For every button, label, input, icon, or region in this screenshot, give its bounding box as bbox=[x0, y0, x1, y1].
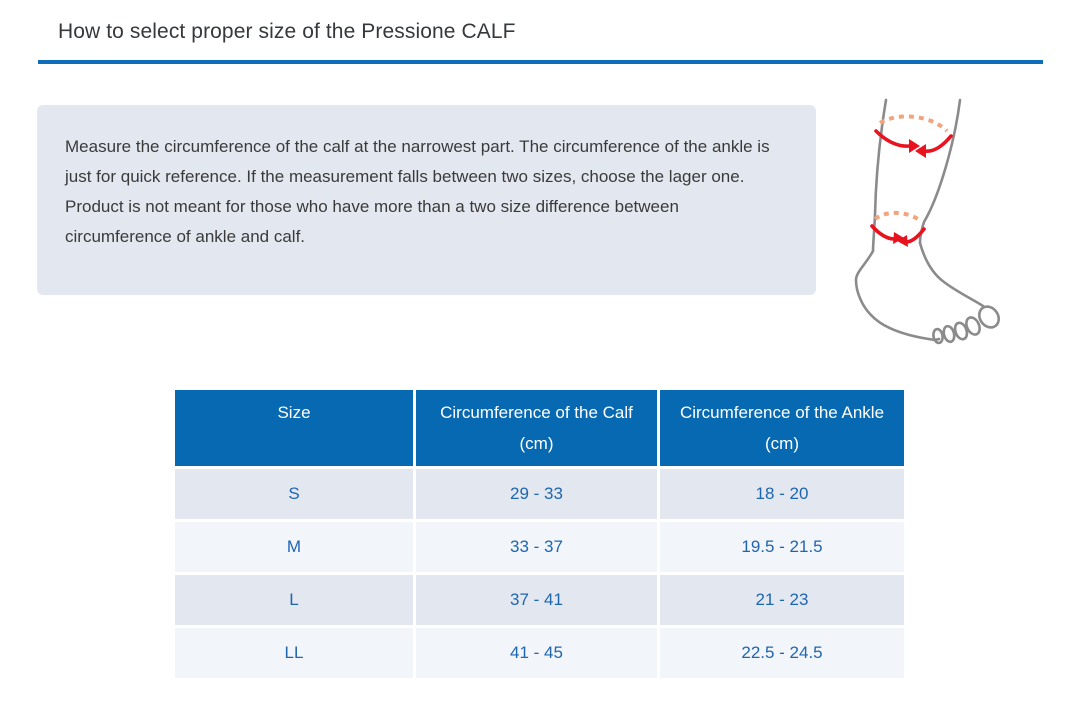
size-cell: L bbox=[175, 575, 413, 625]
ankle-cell: 22.5 - 24.5 bbox=[660, 628, 904, 678]
size-cell: M bbox=[175, 522, 413, 572]
column-header-label: Size bbox=[277, 403, 311, 422]
column-header-label: Circumference of the Calf bbox=[440, 403, 633, 422]
calf-ankle-measurement-diagram bbox=[843, 95, 1008, 360]
calf-cell: 37 - 41 bbox=[416, 575, 657, 625]
column-header-unit: (cm) bbox=[519, 434, 554, 453]
calf-cell: 41 - 45 bbox=[416, 628, 657, 678]
measurement-instructions-box bbox=[37, 105, 816, 295]
column-header-size bbox=[175, 390, 413, 466]
ankle-cell: 21 - 23 bbox=[660, 575, 904, 625]
measurement-instructions-text: Measure the circumference of the calf at the narrowest part. The circumference of the ankle is just for quick reference. If the measurement falls between two sizes, choose the lager one. Product is not meant for those who have more than a two size difference between circumference of ankle and calf. bbox=[65, 137, 770, 246]
column-header-unit: (cm) bbox=[765, 434, 799, 453]
column-header-calf bbox=[416, 390, 657, 466]
size-cell: S bbox=[175, 469, 413, 519]
page-title: How to select proper size of the Pressione CALF bbox=[58, 20, 516, 43]
column-header-ankle bbox=[660, 390, 904, 466]
calf-cell: 33 - 37 bbox=[416, 522, 657, 572]
calf-cell: 29 - 33 bbox=[416, 469, 657, 519]
calf-measure-band-icon bbox=[876, 116, 951, 158]
ankle-cell: 19.5 - 21.5 bbox=[660, 522, 904, 572]
leg-outline-icon bbox=[856, 100, 1003, 344]
ankle-measure-band-icon bbox=[872, 213, 924, 247]
title-underline bbox=[38, 60, 1043, 64]
column-header-label: Circumference of the Ankle bbox=[679, 403, 885, 422]
size-table bbox=[175, 390, 904, 678]
ankle-cell: 18 - 20 bbox=[660, 469, 904, 519]
size-cell: LL bbox=[175, 628, 413, 678]
